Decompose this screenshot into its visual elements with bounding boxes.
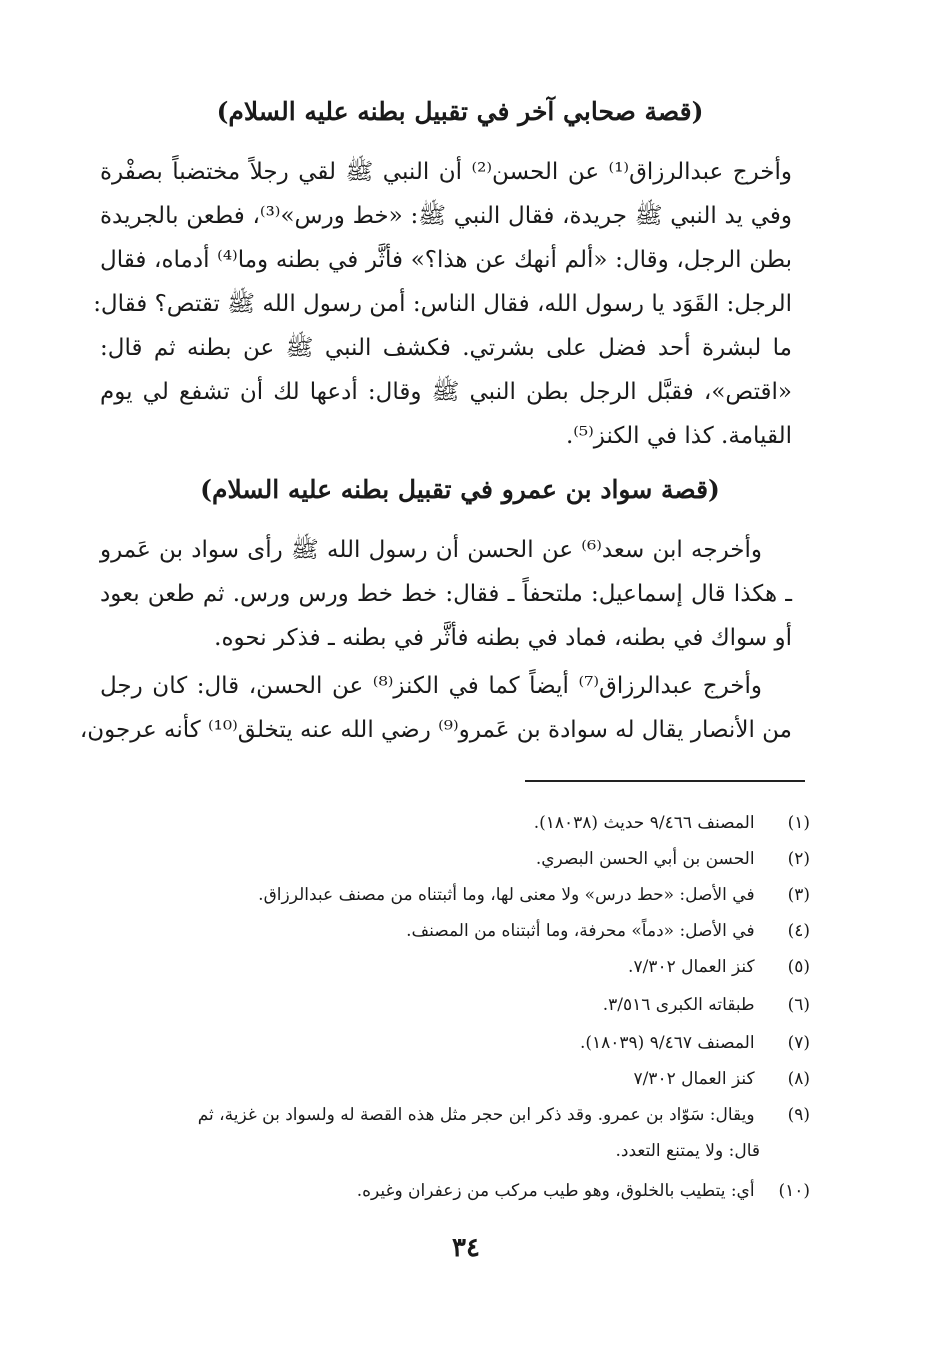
footnote bbox=[160, 988, 810, 1022]
body-line: القيامة. كذا في الكنز⁽⁵⁾. bbox=[565, 423, 792, 449]
footnote-text: كنز العمال ٧/٣٠٢ bbox=[633, 1069, 755, 1089]
footnote-text: طبقاته الكبرى ٣/٥١٦. bbox=[602, 995, 755, 1015]
footnote bbox=[160, 950, 810, 984]
footnote-text: في الأصل: «دماً» محرفة، وما أثبتناه من المصنف. bbox=[406, 921, 755, 941]
footnote-text: ويقال: سَوّاد بن عمرو. وقد ذكر ابن حجر مثل هذه القصة له ولسواد بن غزية، ثم bbox=[197, 1105, 755, 1125]
footnote bbox=[160, 1026, 810, 1060]
body-line: وأخرج عبدالرزاق⁽⁷⁾ أيضاً كما في الكنز⁽⁸⁾ عن الحسن، قال: كان رجل bbox=[100, 673, 763, 699]
footnote bbox=[100, 1098, 810, 1132]
footnote bbox=[160, 1062, 810, 1096]
page-number: ٣٤ bbox=[452, 1233, 480, 1263]
footnote-text: الحسن بن أبي الحسن البصري. bbox=[535, 849, 755, 869]
footnote-number: (٨) bbox=[787, 1069, 810, 1089]
footnote bbox=[160, 842, 810, 876]
footnote-text: كنز العمال ٧/٣٠٢. bbox=[628, 957, 755, 977]
body-line: وأخرج عبدالرزاق⁽¹⁾ عن الحسن⁽²⁾ أن النبي ﷺ لقي رجلاً مختضباً بصفْرة bbox=[100, 159, 792, 185]
body-line: أو سواك في بطنه، فماد في بطنه فأثَّر في بطنه ـ فذكر نحوه. bbox=[214, 625, 792, 651]
body-line: بطن الرجل، وقال: «ألم أنهك عن هذا؟» فأثَّر في بطنه وما⁽⁴⁾ أدماه، فقال bbox=[100, 247, 792, 273]
body-line: من الأنصار يقال له سوادة بن عَمرو⁽⁹⁾ رضي الله عنه يتخلق⁽¹⁰⁾ كأنه عرجون، bbox=[79, 717, 792, 743]
footnote-number: (٢) bbox=[787, 849, 810, 869]
body-line: ما لبشرة أحد فضل على بشرتي. فكشف النبي ﷺ عن بطنه ثم قال: bbox=[100, 335, 792, 361]
footnote-text: في الأصل: «حط درس» ولا معنى لها، وما أثبتناه من مصنف عبدالرزاق. bbox=[258, 885, 755, 905]
body-line: الرجل: القَوَد يا رسول الله، فقال الناس: أمن رسول الله ﷺ تقتص؟ فقال: bbox=[93, 291, 792, 317]
footnote-number: (٧) bbox=[787, 1033, 810, 1053]
footnote-number: (٣) bbox=[787, 885, 810, 905]
footnote-number: (١) bbox=[787, 813, 810, 833]
body-line: وأخرجه ابن سعد⁽⁶⁾ عن الحسن أن رسول الله ﷺ رأى سواد بن عَمرو bbox=[100, 537, 763, 563]
footnote-number: (٥) bbox=[787, 957, 810, 977]
footnote-number: (٩) bbox=[787, 1105, 810, 1125]
section-heading-1: (قصة صحابي آخر في تقبيل بطنه عليه السلام) bbox=[216, 97, 704, 126]
footnote-number: (١٠) bbox=[778, 1181, 810, 1201]
footnote bbox=[160, 806, 810, 840]
footnote-text: أي: يتطيب بالخلوق، وهو طيب مركب من زعفران وغيره. bbox=[356, 1181, 755, 1201]
body-line: ـ هكذا قال إسماعيل: ملتحفاً ـ فقال: خط خط ورس ورس. ثم طعن بعود bbox=[100, 581, 792, 607]
footnote bbox=[160, 878, 810, 912]
footnote bbox=[160, 914, 810, 948]
footnote-text: المصنف ٩/٤٦٧ (١٨٠٣٩). bbox=[579, 1033, 755, 1053]
footnote-number: (٦) bbox=[787, 995, 810, 1015]
footnote-continuation: قال: ولا يمتنع التعدد. bbox=[615, 1141, 760, 1161]
section-heading-2: (قصة سواد بن عمرو في تقبيل بطنه عليه السلام) bbox=[200, 475, 720, 504]
footnote-divider bbox=[525, 780, 805, 782]
body-line: «اقتص»، فقبَّل الرجل بطن النبي ﷺ وقال: أدعها لك أن تشفع لي يوم bbox=[100, 379, 792, 405]
footnote-number: (٤) bbox=[787, 921, 810, 941]
footnote bbox=[160, 1174, 810, 1208]
footnote-text: المصنف ٩/٤٦٦ حديث (١٨٠٣٨). bbox=[533, 813, 755, 833]
body-line: وفي يد النبي ﷺ جريدة، فقال النبي ﷺ: «خط ورس»⁽³⁾، فطعن بالجريدة bbox=[100, 203, 792, 229]
